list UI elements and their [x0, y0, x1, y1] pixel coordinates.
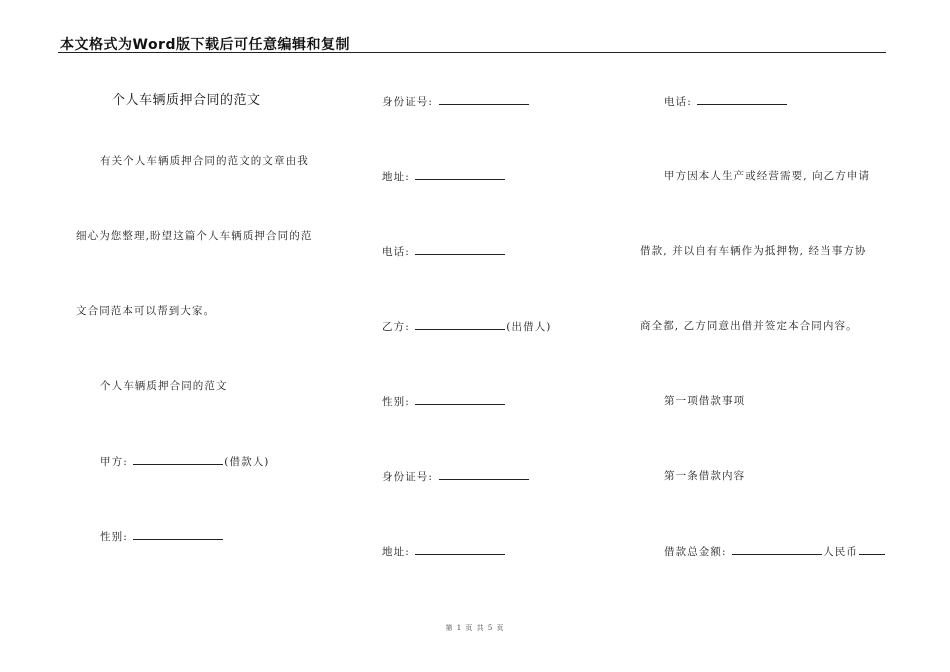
- gender-label: 性别:: [100, 531, 128, 543]
- loan-amount-line: [664, 544, 886, 559]
- party-a-gender-line: [100, 529, 224, 544]
- address-label: 地址:: [382, 546, 410, 558]
- id-label: 身份证号:: [382, 96, 434, 108]
- party-b-address-line: [382, 544, 506, 559]
- address-blank[interactable]: [415, 544, 505, 555]
- party-b-blank[interactable]: [415, 319, 505, 330]
- party-a-id-line: [382, 94, 530, 109]
- currency-label: 人民币: [823, 546, 858, 558]
- gender-label: 性别:: [382, 396, 410, 408]
- party-a-label: 甲方:: [100, 456, 128, 468]
- party-b-line: [382, 319, 552, 334]
- loan-amount-blank[interactable]: [732, 544, 822, 555]
- contract-subtitle: 个人车辆质押合同的范文: [100, 380, 228, 392]
- section-heading: 第一项借款事项: [664, 395, 746, 407]
- clause-heading: 第一条借款内容: [664, 470, 746, 482]
- party-b-gender-line: [382, 394, 506, 409]
- party-a-role: (借款人): [224, 456, 270, 468]
- party-b-role: (出借人): [506, 321, 552, 333]
- phone-label: 电话:: [382, 246, 410, 258]
- document-banner: 本文格式为Word版下载后可任意编辑和复制: [60, 37, 350, 53]
- header-rule: [58, 52, 886, 53]
- phone-blank[interactable]: [697, 94, 787, 105]
- currency-blank[interactable]: [859, 544, 885, 555]
- intro-line-2: 细心为您整理,盼望这篇个人车辆质押合同的范: [76, 230, 313, 242]
- loan-total-label: 借款总金额:: [664, 546, 727, 558]
- party-a-blank[interactable]: [133, 454, 223, 465]
- id-blank[interactable]: [439, 469, 529, 480]
- gender-blank[interactable]: [133, 529, 223, 540]
- intro-line-1: 有关个人车辆质押合同的范文的文章由我: [100, 155, 309, 167]
- party-b-id-line: [382, 469, 530, 484]
- id-blank[interactable]: [439, 94, 529, 105]
- party-b-label: 乙方:: [382, 321, 410, 333]
- gender-blank[interactable]: [415, 394, 505, 405]
- intro-line-3: 文合同范本可以帮到大家。: [76, 305, 216, 317]
- party-b-phone-line: [664, 94, 788, 109]
- purpose-line-2: 借款, 并以自有车辆作为抵押物, 经当事方协: [640, 245, 867, 257]
- phone-blank[interactable]: [415, 244, 505, 255]
- purpose-line-1: 甲方因本人生产或经营需要, 向乙方申请: [664, 170, 871, 182]
- party-a-line: [100, 454, 270, 469]
- address-blank[interactable]: [415, 169, 505, 180]
- purpose-line-3: 商全都, 乙方同意出借并签定本合同内容。: [640, 320, 858, 332]
- page-number: 第 1 页 共 5 页: [445, 624, 505, 632]
- address-label: 地址:: [382, 171, 410, 183]
- phone-label: 电话:: [664, 96, 692, 108]
- party-a-phone-line: [382, 244, 506, 259]
- document-title: 个人车辆质押合同的范文: [112, 93, 261, 108]
- id-label: 身份证号:: [382, 471, 434, 483]
- party-a-address-line: [382, 169, 506, 184]
